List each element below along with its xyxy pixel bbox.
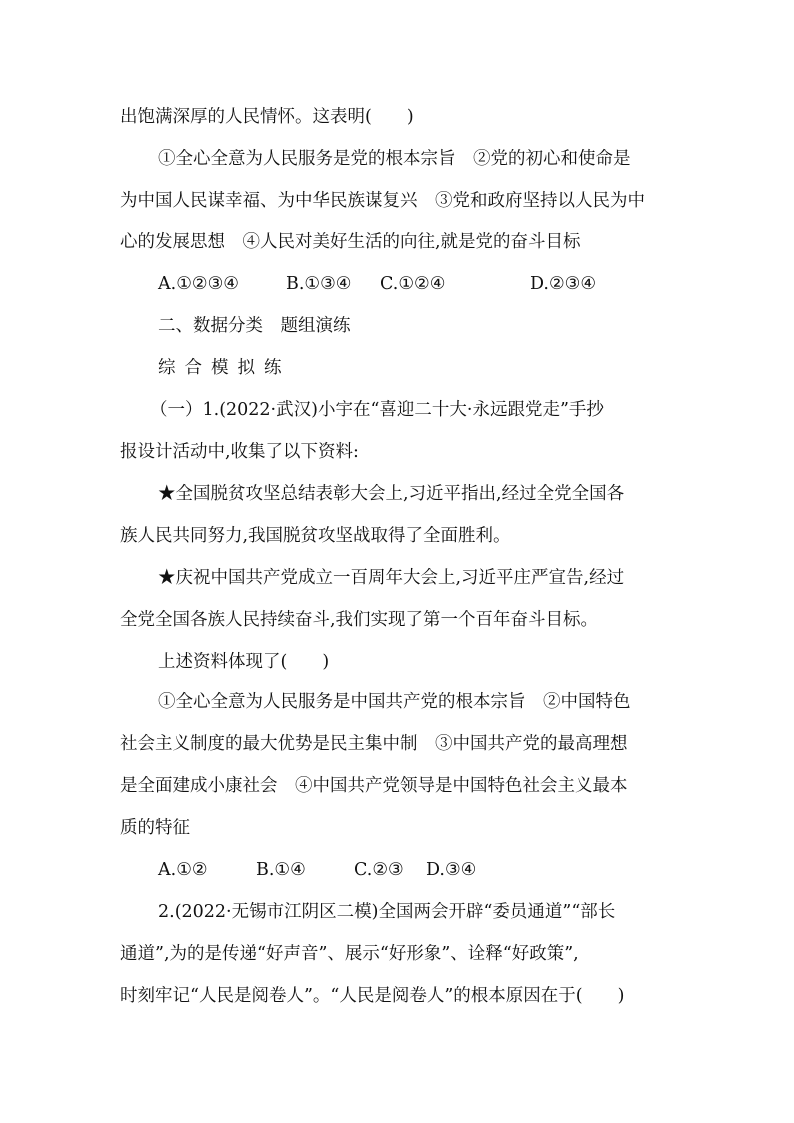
text-line: 2.(2022·无锡市江阴区二模)全国两会开辟“委员通道”“部长 [158,902,616,922]
option-d: D.②③④ [530,274,597,294]
text-line: 时刻牢记“人民是阅卷人”。“人民是阅卷人”的根本原因在于( ) [120,986,625,1006]
text-line: 质的特征 [120,818,190,838]
text-line: 报设计活动中,收集了以下资料: [120,442,359,462]
text-line: 通道”,为的是传递“好声音”、展示“好形象”、诠释“好政策”, [120,944,579,964]
text-line: 族人民共同努力,我国脱贫攻坚战取得了全面胜利。 [120,526,511,546]
option-a: A.①②③④ [158,274,239,294]
text-line: ①全心全意为人民服务是中国共产党的根本宗旨 ②中国特色 [158,692,631,712]
text-line: 心的发展思想 ④人民对美好生活的向往,就是党的奋斗目标 [120,232,581,252]
text-line: 出饱满深厚的人民情怀。这表明( ) [120,107,414,127]
text-line: ★全国脱贫攻坚总结表彰大会上,习近平指出,经过全党全国各 [158,484,625,504]
option-d: D.③④ [426,860,477,880]
option-b: B.①④ [256,860,306,880]
text-line: 全党全国各族人民持续奋斗,我们实现了第一个百年奋斗目标。 [120,610,599,630]
text-line: （一）1.(2022·武汉)小宇在“喜迎二十大·永远跟党走”手抄 [150,400,604,420]
text-line: ★庆祝中国共产党成立一百周年大会上,习近平庄严宣告,经过 [158,568,625,588]
option-c: C.②③ [354,860,404,880]
option-a: A.①② [158,860,208,880]
section-title: 二、数据分类 题组演练 [158,316,351,336]
subsection-title: 综合模拟练 [158,358,291,378]
text-line: 社会主义制度的最大优势是民主集中制 ③中国共产党的最高理想 [120,734,628,754]
option-b: B.①③④ [286,274,352,294]
text-line: ①全心全意为人民服务是党的根本宗旨 ②党的初心和使命是 [158,149,631,169]
text-line: 为中国人民谋幸福、为中华民族谋复兴 ③党和政府坚持以人民为中 [120,191,645,211]
text-line: 是全面建成小康社会 ④中国共产党领导是中国特色社会主义最本 [120,776,628,796]
text-line: 上述资料体现了( ) [158,652,330,672]
option-c: C.①②④ [380,274,446,294]
